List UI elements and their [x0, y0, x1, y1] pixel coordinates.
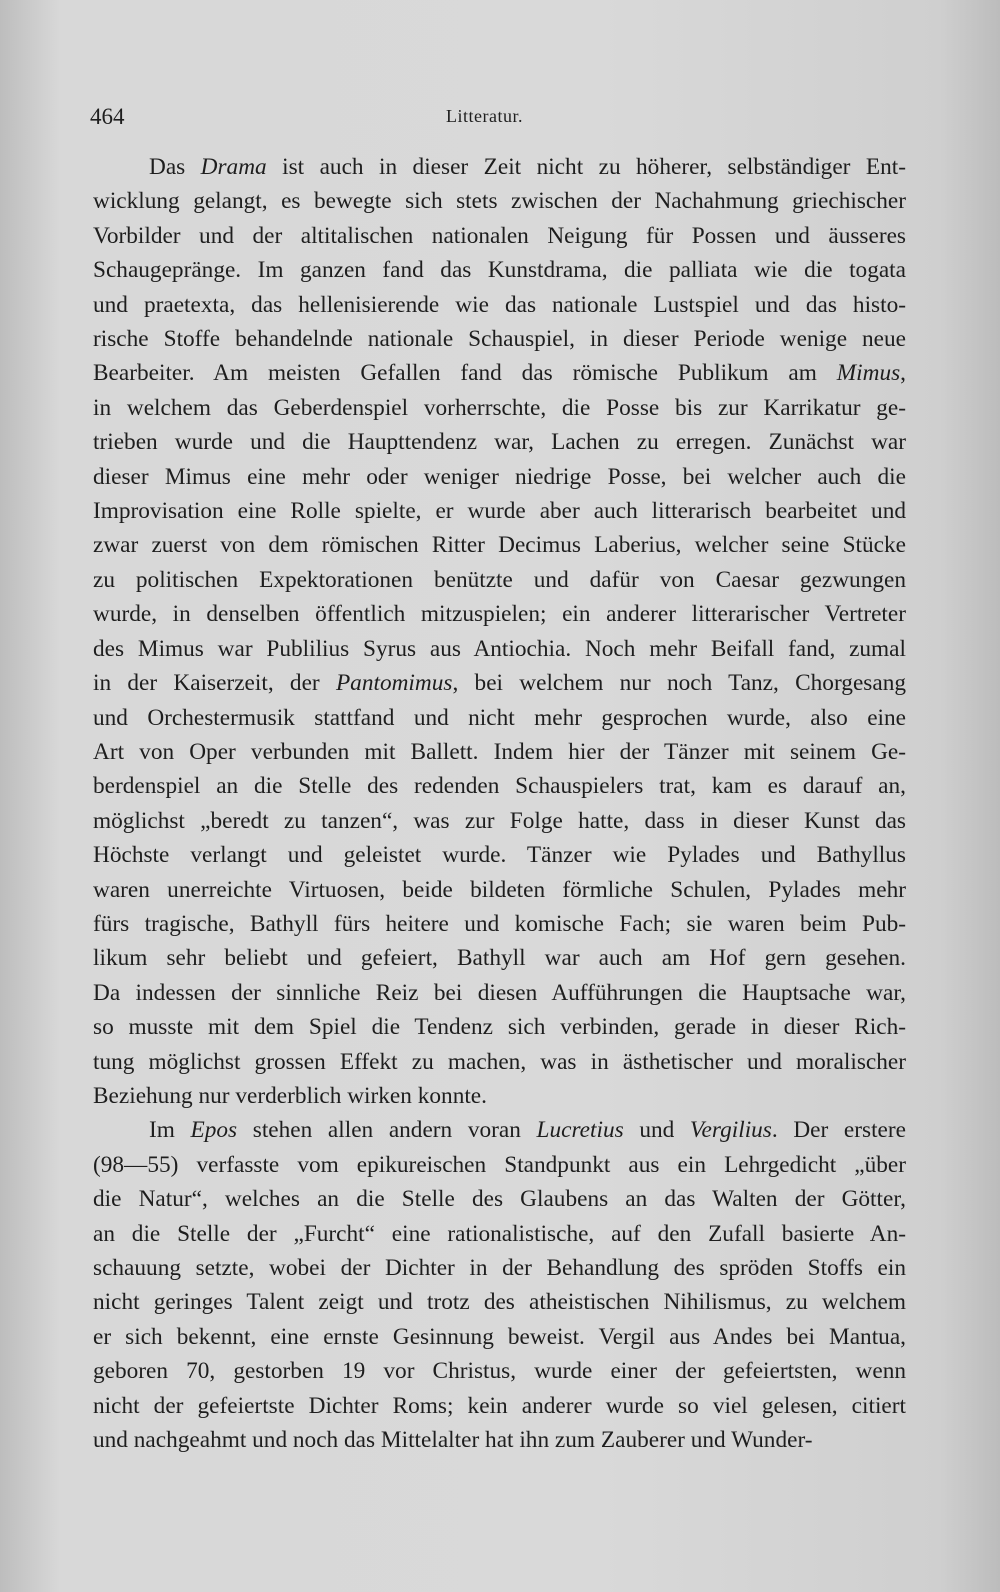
text-line: schauung setzte, wobei der Dichter in der Behandlung des spröden Stoffs ein [93, 1255, 906, 1281]
italic-term: Drama [200, 154, 267, 180]
text-line: und praetexta, das hellenisierende wie das nationale Lustspiel und das histo- [93, 291, 906, 318]
text-line: (98—55) verfasste vom epikureischen Standpunkt aus ein Lehrgedicht „über [93, 1151, 906, 1178]
text-line: und nachgeahmt und noch das Mittelalter hat ihn zum Zauberer und Wunder- [93, 1427, 813, 1454]
text-line: wurde, in denselben öffentlich mitzuspielen; ein anderer litterarischer Vertreter [93, 601, 906, 628]
text-line: rische Stoffe behandelnde nationale Schauspiel, in dieser Periode wenige neue [93, 326, 906, 353]
text-line: so musste mit dem Spiel die Tendenz sich verbinden, gerade in dieser Rich- [93, 1014, 906, 1041]
text-line: Das Drama ist auch in dieser Zeit nicht zu höherer, selbständiger Ent- [149, 154, 906, 180]
text-line: wicklung gelangt, es bewegte sich stets zwischen der Nachahmung griechischer [93, 188, 906, 215]
text-line: er sich bekennt, eine ernste Gesinnung beweist. Vergil aus Andes bei Mantua, [93, 1323, 906, 1350]
italic-term: Pantomimus [335, 670, 453, 697]
paragraph [93, 150, 906, 1113]
text-line: und Orchestermusik stattfand und nicht mehr gesprochen wurde, also eine [93, 704, 906, 731]
italic-term: Vergilius [689, 1117, 772, 1144]
text-line: Höchste verlangt und geleistet wurde. Tänzer wie Pylades und Bathyllus [93, 842, 906, 869]
text-line: zwar zuerst von dem römischen Ritter Decimus Laberius, welcher seine Stücke [93, 532, 906, 559]
text-line: Schaugepränge. Im ganzen fand das Kunstdrama, die palliata wie die togata [93, 257, 906, 284]
text-line: berdenspiel an die Stelle des redenden Schauspielers trat, kam es darauf an, [93, 773, 906, 800]
text-line: tung möglichst grossen Effekt zu machen, was in ästhetischer und moralischer [93, 1048, 906, 1075]
text-line: nicht geringes Talent zeigt und trotz des atheistischen Nihilismus, zu welchem [93, 1289, 906, 1316]
italic-term: Lucretius [536, 1117, 624, 1144]
text-line: waren unerreichte Virtuosen, beide bildeten förmliche Schulen, Pylades mehr [93, 876, 906, 903]
text-line: in welchem das Geberdenspiel vorherrschte, die Posse bis zur Karrikatur ge- [93, 394, 906, 421]
italic-term: Epos [190, 1117, 238, 1144]
body-text [93, 150, 906, 1457]
text-line: an die Stelle der „Furcht“ eine rationalistische, auf den Zufall basierte An- [93, 1220, 906, 1247]
text-line: Beziehung nur verderblich wirken konnte. [93, 1082, 487, 1109]
text-line: nicht der gefeiertste Dichter Roms; kein anderer wurde so viel gelesen, citiert [93, 1392, 906, 1419]
text-line: Im Epos stehen allen andern voran Lucretius und Vergilius. Der erstere [149, 1117, 906, 1144]
text-line: Vorbilder und der altitalischen nationalen Neigung für Possen und äusseres [93, 222, 906, 249]
text-line: in der Kaiserzeit, der Pantomimus, bei welchem nur noch Tanz, Chorgesang [93, 670, 906, 697]
page-header [90, 104, 910, 136]
text-line: trieben wurde und die Haupttendenz war, Lachen zu erregen. Zunächst war [93, 429, 906, 456]
paragraph [93, 1113, 906, 1457]
text-line: die Natur“, welches an die Stelle des Glaubens an das Walten der Götter, [93, 1186, 906, 1213]
page-number: 464 [90, 104, 125, 129]
italic-term: Mimus [836, 360, 901, 387]
text-line: Da indessen der sinnliche Reiz bei diesen Aufführungen die Hauptsache war, [93, 979, 906, 1006]
text-line: likum sehr beliebt und gefeiert, Bathyll war auch am Hof gern gesehen. [93, 945, 906, 972]
text-line: geboren 70, gestorben 19 vor Christus, wurde einer der gefeiertsten, wenn [93, 1358, 906, 1385]
text-line: Bearbeiter. Am meisten Gefallen fand das römische Publikum am Mimus, [93, 360, 906, 387]
text-line: möglichst „beredt zu tanzen“, was zur Folge hatte, dass in dieser Kunst das [93, 807, 906, 834]
text-line: fürs tragische, Bathyll fürs heitere und komische Fach; sie waren beim Pub- [93, 910, 906, 937]
text-line: dieser Mimus eine mehr oder weniger niedrige Posse, bei welcher auch die [93, 463, 906, 490]
running-head: Litteratur. [446, 106, 523, 126]
text-line: Improvisation eine Rolle spielte, er wurde aber auch litterarisch bearbeitet und [93, 498, 906, 525]
text-line: zu politischen Expektorationen benützte und dafür von Caesar gezwungen [93, 566, 906, 593]
text-line: Art von Oper verbunden mit Ballett. Indem hier der Tänzer mit seinem Ge- [93, 738, 906, 765]
text-line: des Mimus war Publilius Syrus aus Antiochia. Noch mehr Beifall fand, zumal [93, 635, 906, 662]
